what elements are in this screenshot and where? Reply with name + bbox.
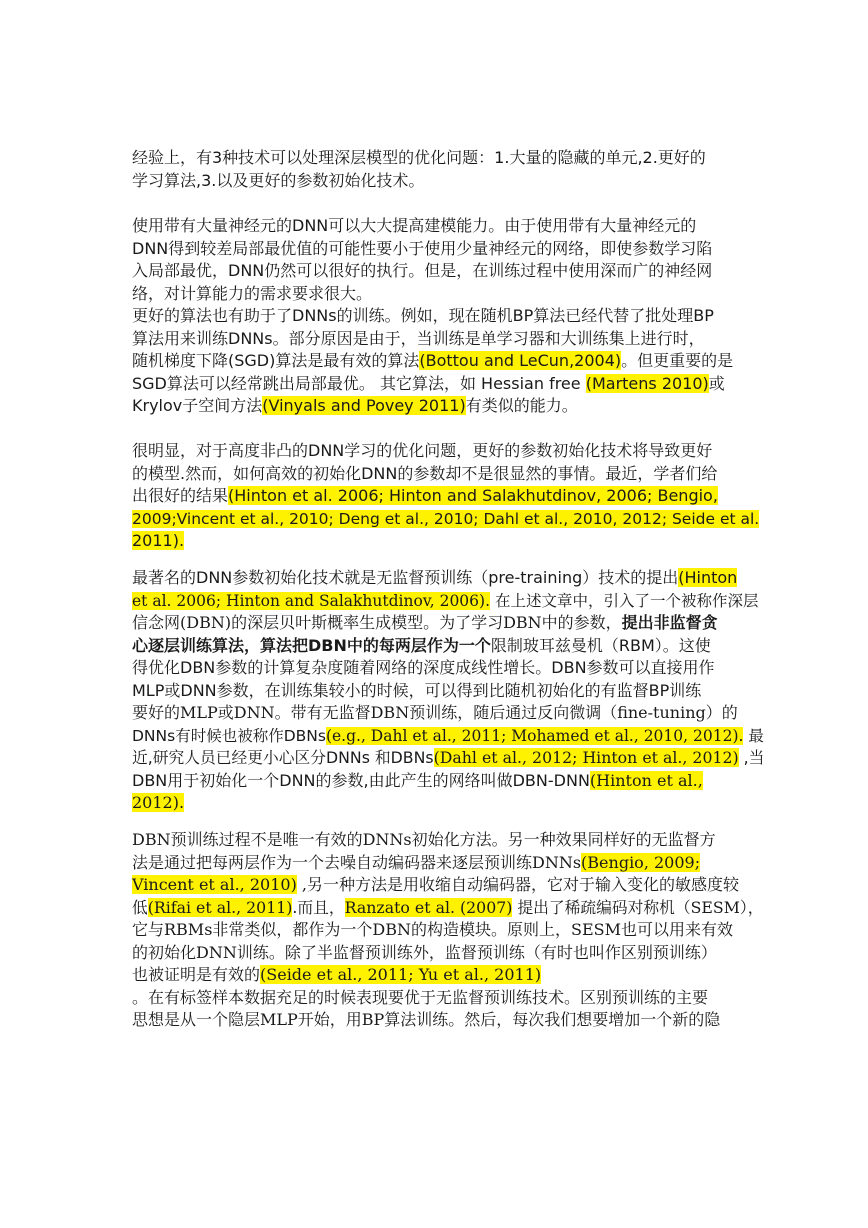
text-run: 近,研究人员已经更小心区分DNNs 和DBNs	[132, 748, 434, 767]
text-run: ,另一种方法是用收缩自动编码器，它对于输入变化的敏感度较	[296, 875, 739, 894]
text-run: DBN用于初始化一个DNN的参数,由此产生的网络叫做DBN-DNN	[132, 770, 590, 790]
paragraph-1	[132, 147, 768, 192]
text-line: 的模型.然而，如何高效的初始化DNN的参数却不是很显然的事情。最近，学者们给	[132, 463, 718, 483]
text-run: 提出了稀疏编码对称机（SESM），	[512, 897, 764, 917]
text-line	[132, 485, 768, 508]
citation-highlight: (Bengio, 2009;	[581, 852, 701, 872]
text-line: 学习算法,3.以及更好的参数初始化技术。	[132, 170, 425, 190]
citation-highlight: (Hinton	[678, 568, 738, 587]
text-line	[132, 897, 768, 920]
citation-highlight: 2012).	[132, 793, 185, 812]
text-line: 更好的算法也有助于了DNNs的训练。例如，现在随机BP算法已经代替了批处理BP	[132, 306, 714, 325]
text-line	[132, 635, 768, 658]
paragraph-5	[132, 829, 768, 1032]
text-line	[132, 567, 768, 590]
bold-text: 提出非监督贪	[621, 613, 718, 632]
text-run: .而且，	[292, 897, 345, 917]
citation-highlight: Ranzato et al. (2007)	[344, 897, 513, 917]
text-line: 得优化DBN参数的计算复杂度随着网络的深度成线性增长。DBN参数可以直接用作	[132, 658, 715, 677]
text-line	[132, 530, 768, 553]
citation-highlight: 2009;Vincent et al., 2010; Deng et al., 2010; Dahl et al., 2010, 2012; Seide et al.	[132, 509, 760, 528]
text-line	[132, 395, 768, 418]
text-run: 随机梯度下降(SGD)算法是最有效的算法	[132, 351, 420, 370]
paragraph-4	[132, 567, 768, 815]
text-line: 很明显，对于高度非凸的DNN学习的优化问题，更好的参数初始化技术将导致更好	[132, 441, 713, 460]
text-line	[132, 373, 768, 396]
text-line	[132, 792, 768, 815]
citation-highlight: et al. 2006; Hinton and Salakhutdinov, 2006).	[132, 591, 491, 610]
text-line: 它与RBMs非常类似，都作为一个DBN的构造模块。原则上，SESM也可以用来有效	[132, 920, 733, 939]
text-line: 使用带有大量神经元的DNN可以大大提高建模能力。由于使用带有大量神经元的	[132, 216, 697, 235]
text-line: 的初始化DNN训练。除了半监督预训练外，监督预训练（有时也叫作区别预训练）	[132, 942, 717, 962]
text-line: 经验上，有3种技术可以处理深层模型的优化问题：1.大量的隐藏的单元,2.更好的	[132, 148, 706, 167]
text-line	[132, 612, 768, 635]
citation-highlight: (Hinton et al. 2006; Hinton and Salakhutdinov, 2006; Bengio,	[228, 486, 718, 505]
text-line: DBN预训练过程不是唯一有效的DNNs初始化方法。另一种效果同样好的无监督方	[132, 830, 716, 849]
text-run: 出很好的结果	[132, 486, 229, 505]
text-line	[132, 770, 768, 793]
citation-highlight: Vincent et al., 2010)	[132, 875, 297, 894]
citation-highlight: 2011).	[132, 531, 185, 550]
text-run: ,当	[738, 748, 765, 767]
citation-highlight: (Dahl et al., 2012; Hinton et al., 2012)	[433, 748, 739, 767]
text-line: 要好的MLP或DNN。带有无监督DBN预训练，随后通过反向微调（fine-tuning）的	[132, 703, 738, 722]
text-line: 。在有标签样本数据充足的时候表现要优于无监督预训练技术。区别预训练的主要	[132, 987, 709, 1007]
text-line	[132, 590, 768, 613]
text-run: 最	[743, 726, 764, 745]
text-line: 思想是从一个隐层MLP开始，用BP算法训练。然后，每次我们想要增加一个新的隐	[132, 1010, 721, 1029]
text-line	[132, 508, 768, 531]
text-line: 络，对计算能力的需求要求很大。	[132, 283, 373, 303]
text-line	[132, 852, 768, 875]
text-run: 或	[708, 373, 725, 393]
bold-text: 心逐层训练算法，算法把DBN中的每两层作为一个	[132, 635, 491, 655]
text-line: MLP或DNN参数，在训练集较小的时候，可以得到比随机初始化的有监督BP训练	[132, 680, 702, 700]
citation-highlight: (Bottou and LeCun,2004)	[419, 351, 622, 370]
citation-highlight: (e.g., Dahl et al., 2011; Mohamed et al., 2010, 2012).	[325, 726, 744, 745]
text-run: 法是通过把每两层作为一个去噪自动编码器来逐层预训练DNNs	[132, 852, 582, 872]
text-line	[132, 874, 768, 897]
text-run: DNNs有时候也被称作DBNs	[132, 726, 326, 745]
text-line	[132, 350, 768, 373]
text-run: 有类似的能力。	[465, 396, 578, 415]
citation-highlight: (Vinyals and Povey 2011)	[262, 396, 466, 415]
text-run: 限制玻耳兹曼机（RBM）。这使	[490, 635, 711, 655]
paragraph-3	[132, 440, 768, 553]
text-run: 信念网(DBN)的深层贝叶斯概率生成模型。为了学习DBN中的参数，	[132, 613, 622, 632]
text-run: 在上述文章中，引入了一个被称作深层	[490, 591, 759, 610]
citation-highlight: (Rifai et al., 2011)	[147, 897, 293, 917]
text-line: 入局部最优，DNN仍然可以很好的执行。但是，在训练过程中使用深而广的神经网	[132, 261, 713, 280]
text-run: 也被证明是有效的	[132, 965, 261, 984]
text-run: Krylov子空间方法	[132, 396, 263, 415]
text-line	[132, 964, 768, 987]
text-line: DNN得到较差局部最优值的可能性要小于使用少量神经元的网络，即使参数学习陷	[132, 238, 713, 258]
text-line	[132, 747, 768, 770]
text-run: 低	[132, 897, 148, 917]
text-run: 最著名的DNN参数初始化技术就是无监督预训练（pre-training）技术的提出	[132, 568, 679, 587]
citation-highlight: (Martens 2010)	[585, 373, 709, 393]
text-line: 算法用来训练DNNs。部分原因是由于，当训练是单学习器和大训练集上进行时，	[132, 328, 705, 348]
text-run: 。但更重要的是	[621, 351, 734, 370]
paragraph-2	[132, 215, 768, 418]
text-line	[132, 725, 768, 748]
citation-highlight: (Seide et al., 2011; Yu et al., 2011)	[260, 965, 542, 984]
text-run: SGD算法可以经常跳出局部最优。 其它算法，如 Hessian free	[132, 373, 586, 393]
citation-highlight: (Hinton et al.,	[589, 770, 703, 790]
